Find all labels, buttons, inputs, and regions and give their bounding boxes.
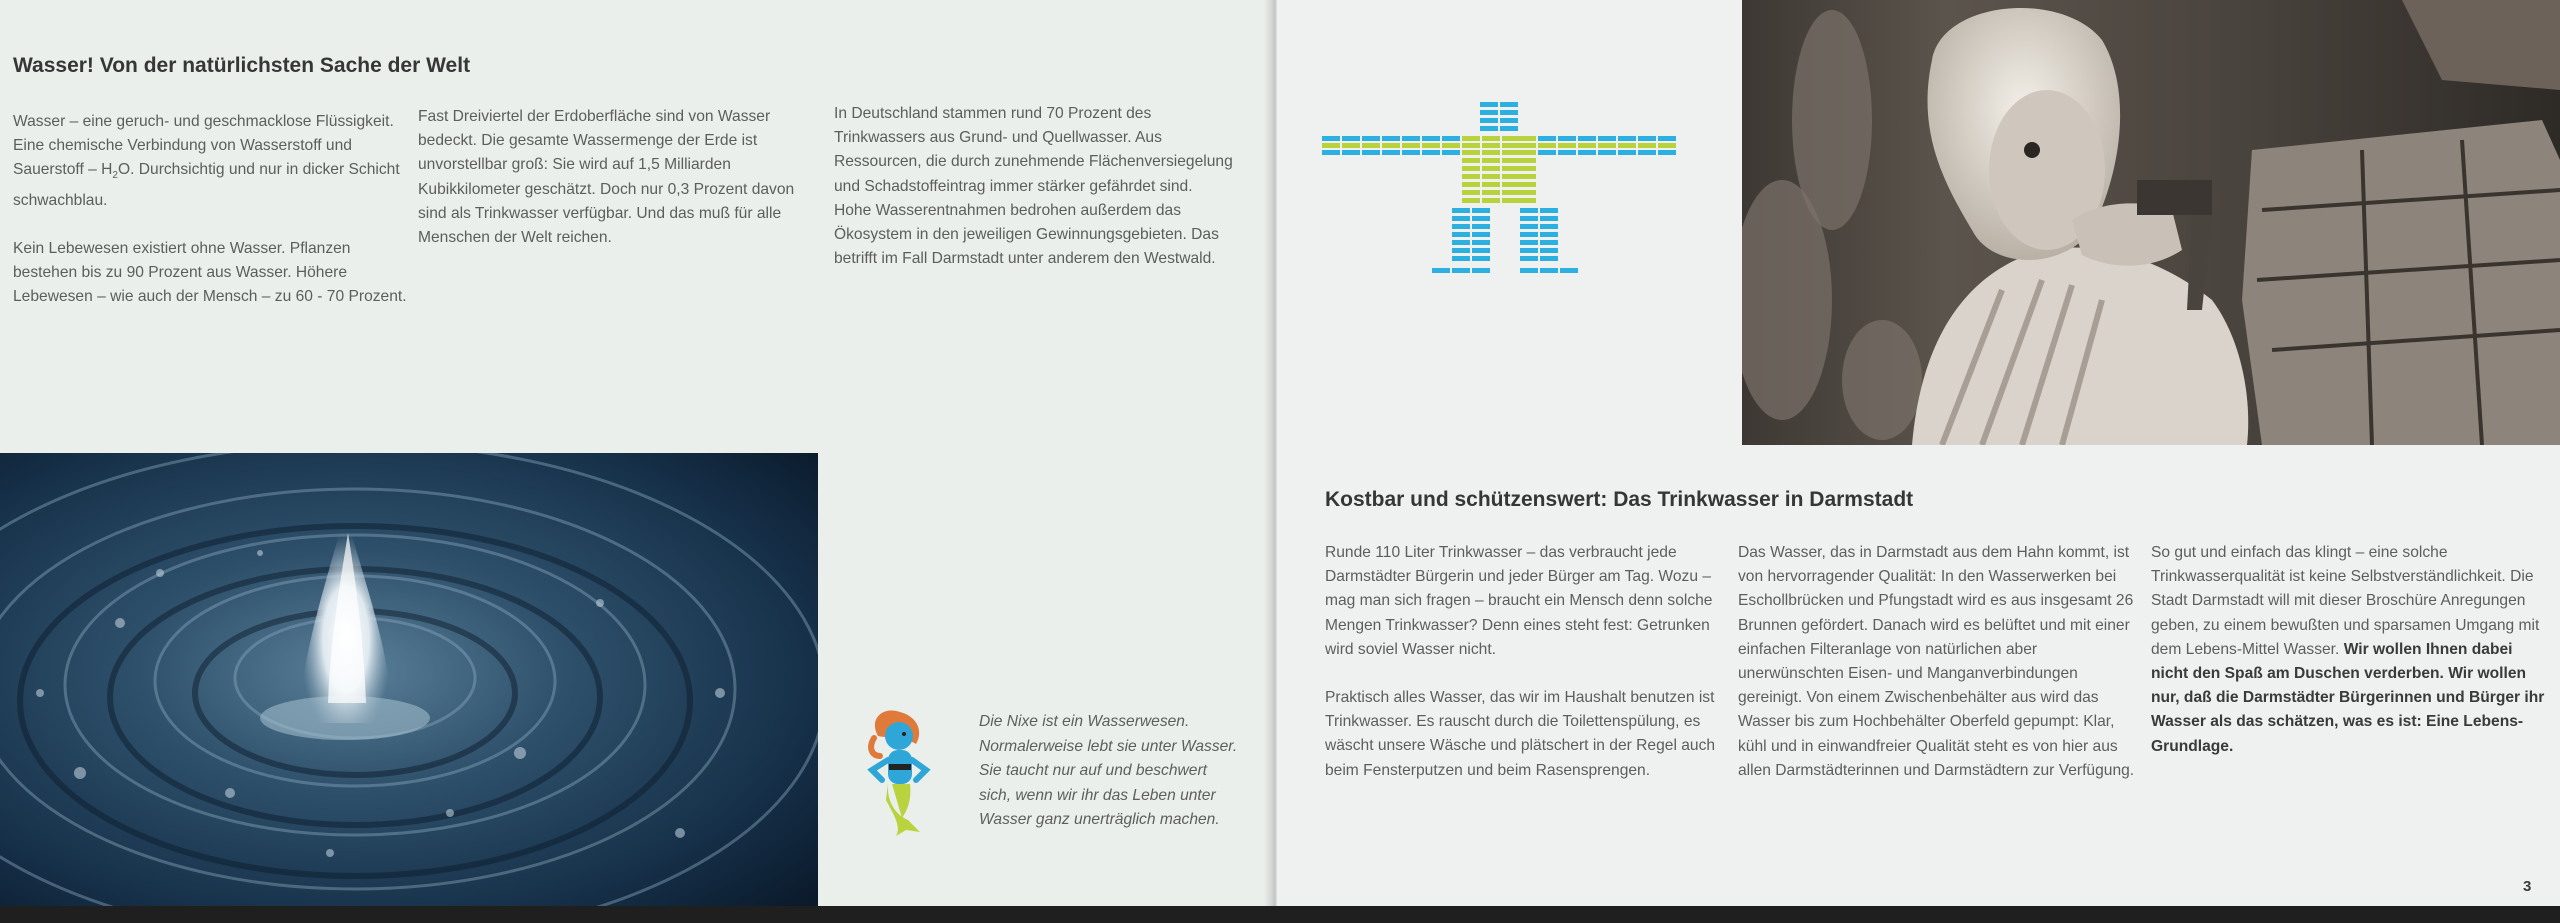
left-col3-paragraph-1: In Deutschland stammen rund 70 Prozent des Trinkwassers aus Grund- und Quellwasser. Aus Ressourcen, die durch zunehmende Flächenversiegelung und Schadstoffeintrag immer stärker gefährdet sind. Hohe Wasserentnahmen bedrohen außerdem das Ökosystem in den jeweiligen Gewinnungsgebieten. Das betrifft im Fall Darmstadt unter anderem den Westwald. (834, 105, 1233, 268)
left-column-3 (834, 102, 1234, 271)
right-page-heading: Kostbar und schützenswert: Das Trinkwasser in Darmstadt (1325, 488, 1914, 511)
right-col2-paragraph-1: Das Wasser, das in Darmstadt aus dem Hahn kommt, ist von hervorragender Qualität: In den Wasserwerken bei Eschollbrücken und Pfungstadt wird es aus insgesamt 26 Brunnen gefördert. Danach wird es belüftet und mit einer einfachen Filteranlage von natürlichen aber unerwünschten Eisen- und Manganverbindungen gereinigt. Von einem Zwischenbehälter aus wird das Wasser bis zum Hochbehälter Oberfeld gepumpt: Klar, kühl und in einwandfreier Qualität steht es von hier aus allen Darmstädterinnen und Darmstädtern zur Verfügung. (1738, 544, 2135, 779)
girl-drinking-photo-image (1742, 0, 2560, 445)
right-page (1278, 0, 2560, 906)
right-column-2 (1738, 541, 2142, 783)
right-col1-paragraph-2: Praktisch alles Wasser, das wir im Haushalt benutzen ist Trinkwasser. Es rauscht durch die Toilettenspülung, es wäscht unsere Wäsche und plätschert in der Regel auch beim Fensterputzen und beim Rasensprengen. (1325, 689, 1716, 779)
water-person-pictogram-icon (1322, 100, 1692, 280)
left-column-1 (13, 110, 411, 310)
water-fountain-photo-image (0, 453, 818, 906)
right-col1-paragraph-1: Runde 110 Liter Trinkwasser – das verbraucht jede Darmstädter Bürgerin und jeder Bürger am Tag. Wozu – mag man sich fragen – braucht ein Mensch denn solche Mengen Trinkwasser? Denn eines steht fest: Getrunken wird soviel Wasser nicht. (1325, 544, 1713, 658)
right-column-3 (2151, 541, 2553, 759)
left-col1-paragraph-2: Kein Lebewesen existiert ohne Wasser. Pflanzen bestehen bis zu 90 Prozent aus Wasser. Höhere Lebewesen – wie auch der Mensch – zu 60 - 70 Prozent. (13, 239, 407, 306)
right-col3-paragraph-1: So gut und einfach das klingt – eine solche Trinkwasserqualität ist keine Selbstverständlichkeit. Die Stadt Darmstadt will mit dieser Broschüre Anregungen geben, zu einem bewußten und sparsamen Umgang mit dem Lebens-Mittel Wasser. Wir wollen Ihnen dabei nicht den Spaß am Duschen verderben. Wir wollen nur, daß die Darmstädter Bürgerinnen und Bürger ihr Wasser als das schätzen, was es ist: Eine Lebens-Grundlage. (2151, 544, 2545, 755)
left-column-2 (418, 105, 823, 250)
left-col1-paragraph-1: Wasser – eine geruch- und geschmacklose Flüssigkeit. Eine chemische Verbindung von Wasserstoff und Sauerstoff – $H_2O$. Durchsichtig und nur in dicker Schicht schwachblau. (13, 113, 400, 209)
scan-bottom-edge (0, 906, 2560, 923)
right-column-1 (1325, 541, 1725, 783)
left-col2-paragraph-1: Fast Dreiviertel der Erdoberfläche sind von Wasser bedeckt. Die gesamte Wassermenge der Erde ist unvorstellbar groß: Sie wird auf 1,5 Milliarden Kubikkilometer geschätzt. Doch nur 0,3 Prozent davon sind als Trinkwasser verfügbar. Und das muß für alle Menschen der Welt reichen. (418, 108, 795, 247)
mermaid-mascot-icon (862, 708, 934, 838)
mermaid-caption: Die Nixe ist ein Wasserwesen. Normalerweise lebt sie unter Wasser. Sie taucht nur auf und beschwert sich, wenn wir ihr das Leben unter Wasser ganz unerträglich machen. (979, 713, 1238, 828)
girl-drinking-photo (1742, 0, 2560, 445)
water-fountain-photo (0, 453, 818, 906)
left-page-heading: Wasser! Von der natürlichsten Sache der Welt (13, 54, 471, 77)
left-page (0, 0, 1272, 906)
page-number: 3 (2523, 878, 2532, 895)
